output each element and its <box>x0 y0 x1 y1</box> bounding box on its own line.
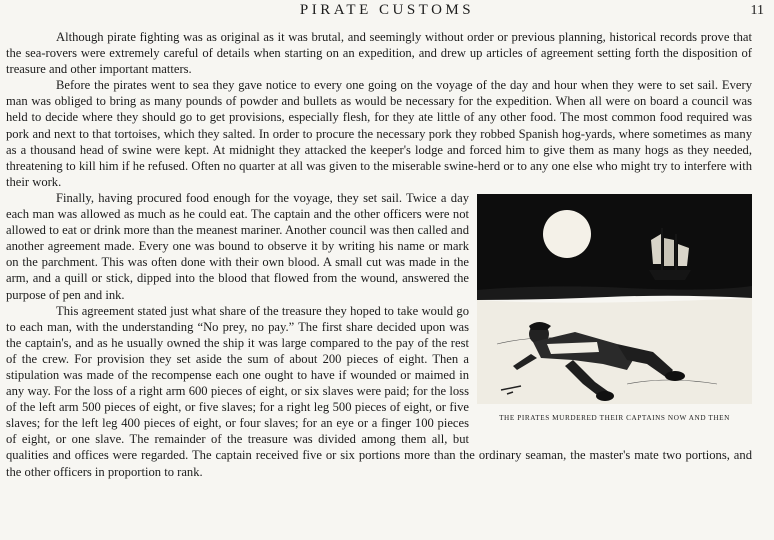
pirate-illustration <box>477 194 752 404</box>
page-number: 11 <box>750 3 764 18</box>
figure-caption: THE PIRATES MURDERED THEIR CAPTAINS NOW AND THEN <box>499 413 730 422</box>
paragraph-2: Before the pirates went to sea they gave notice to every one going on the voyage of the day and hour when they were to set sail. Every man was obliged to bring as many pounds of powder and bullets as would be necessary for the expedition. When all were on board a council was held to decide where they should go to get provisions, especially flesh, for they ate little of any other food. The most common food required was pork and next to that tortoises, which they salted. In order to procure the necessary pork they robbed Spanish hog-yards, where sometimes as many as a thousand head of swine were kept. At midnight they attacked the keeper's lodge and forced him to give them as many hogs as they needed, threatening to kill him if he refused. Often no quarter at all was given to the miserable swine-herd or to any one else who might try to interfere with their work. <box>6 78 752 189</box>
paragraph-1: Although pirate fighting was as original as it was brutal, and seemingly without order or previous planning, historical records prove that the sea-rovers were extremely careful of details when starting on an expedition, and drew up articles of agreement setting forth the disposition of treasure and other important matters. <box>6 30 752 77</box>
illustration-figure <box>477 194 752 432</box>
body-text <box>6 29 752 480</box>
paragraph-3: Finally, having procured food enough for the voyage, they set sail. Twice a day each man was allowed as much as he could eat. The captain and the other officers were not allowed to eat or drink more than the meanest mariner. Another council was then called and another agreement made. Every one was bound to observe it by writing his name or mark on the parchment. This was often done with their own blood. A small cut was made in the arm, and a quill or stick, dipped into the blood that flowed from the wound, answered the purpose of pen and ink. <box>6 190 469 302</box>
running-head: PIRATE CUSTOMS <box>299 2 475 18</box>
paragraph-4: This agreement stated just what share of the treasure they hoped to take would go to each man, with the understanding “No prey, no pay.” The first share decided upon was the captain's, and as he usually owned the ship it was large compared to the pay of the rest of the crew. For provision they set aside the sum of about 200 pieces of eight. Then a stipulation was made of the recompense each one ought to have if wounded or maimed in any way. For the loss of a right arm 600 pieces of eight, or six slaves were paid; for the loss of the left arm 500 pieces of eight, or five slaves; for a right leg 500 pieces of eight, or five slaves; for the left leg 400 pieces of eight, or four slaves; for an eye or a finger 100 pieces of eight, or one slave. The remainder of the treasure was divided among them all, but qualities and offices were regarded. The captain received five or six portions more than the ordinary seaman, the master's mate two portions, and the other officers in proportion to rank. <box>6 303 752 479</box>
